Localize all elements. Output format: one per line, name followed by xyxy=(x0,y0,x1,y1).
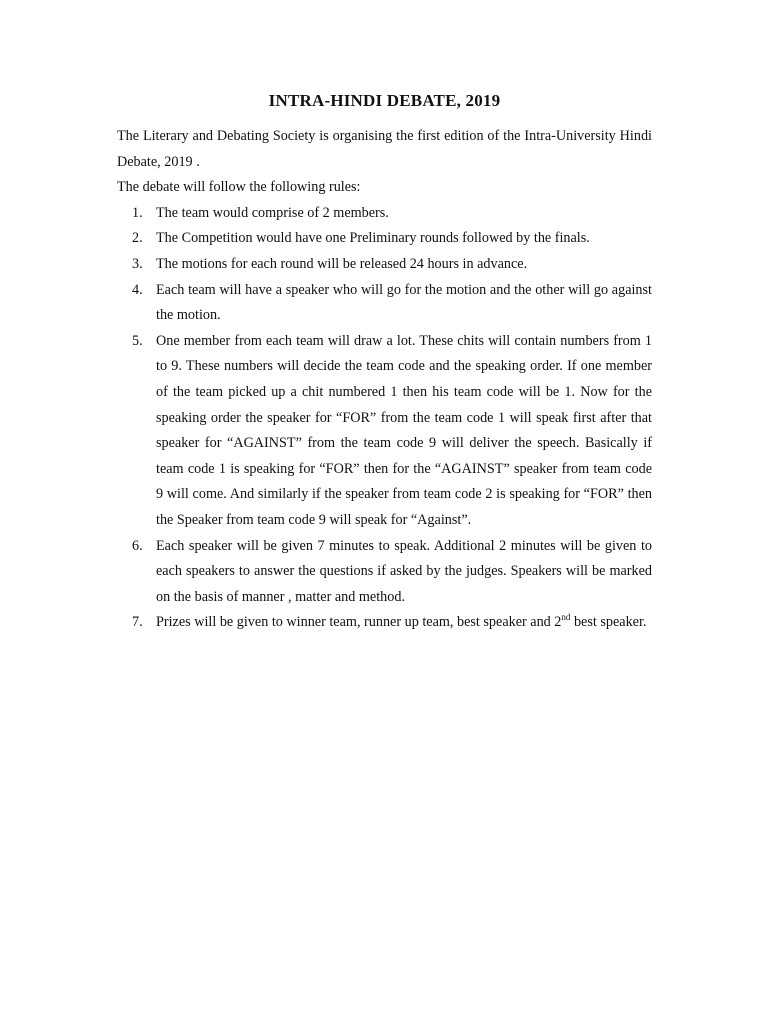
rule-item xyxy=(117,201,652,227)
rule-text: The team would comprise of 2 members. xyxy=(156,204,389,221)
rule-number: 3. xyxy=(132,255,143,272)
rule-item xyxy=(117,610,652,636)
rule-text: Each speaker will be given 7 minutes to speak. Additional 2 minutes will be given to each speakers to answer the questions if asked by the judges. Speakers will be marked on the basis of manner , matter and method. xyxy=(156,537,652,605)
document-page xyxy=(117,88,652,636)
rule-number: 4. xyxy=(132,281,143,298)
rule-item xyxy=(117,252,652,278)
document-title: INTRA-HINDI DEBATE, 2019 xyxy=(268,91,501,110)
rule-item xyxy=(117,278,652,329)
rule-text: Each team will have a speaker who will go for the motion and the other will go against the motion. xyxy=(156,281,652,324)
rule-number: 6. xyxy=(132,537,143,554)
rule-number: 1. xyxy=(132,204,143,221)
rules-intro: The debate will follow the following rules: xyxy=(117,179,361,196)
intro-paragraph: The Literary and Debating Society is organising the first edition of the Intra-University Hindi Debate, 2019 . xyxy=(117,128,652,170)
rule-text: One member from each team will draw a lot. These chits will contain numbers from 1 to 9. These numbers will decide the team code and the speaking order. If one member of the team picked up a chit numbered 1 then his team code will be 1. Now for the speaking order the speaker for “FOR” from the team code 1 will speak first after that speaker for “AGAINST” from the team code 9 will deliver the speech. Basically if team code 1 is speaking for “FOR” then for the “AGAINST” speaker from team code 9 will come. And similarly if the speaker from team code 2 is speaking for “FOR” then the Speaker from team code 9 will speak for “Against”. xyxy=(156,332,652,528)
rule-text: The Competition would have one Preliminary rounds followed by the finals. xyxy=(156,230,590,247)
rule-number: 5. xyxy=(132,332,143,349)
rule-number: 7. xyxy=(132,614,143,631)
ordinal-superscript: nd xyxy=(561,612,571,623)
rule-number: 2. xyxy=(132,230,143,247)
rule-item xyxy=(117,534,652,611)
rule-text-tail: best speaker. xyxy=(570,614,647,631)
rule-item xyxy=(117,329,652,534)
rule-item xyxy=(117,226,652,252)
rule-text: The motions for each round will be released 24 hours in advance. xyxy=(156,255,528,272)
rule-text: Prizes will be given to winner team, runner up team, best speaker and 2 xyxy=(156,614,562,631)
rules-list xyxy=(117,201,652,636)
